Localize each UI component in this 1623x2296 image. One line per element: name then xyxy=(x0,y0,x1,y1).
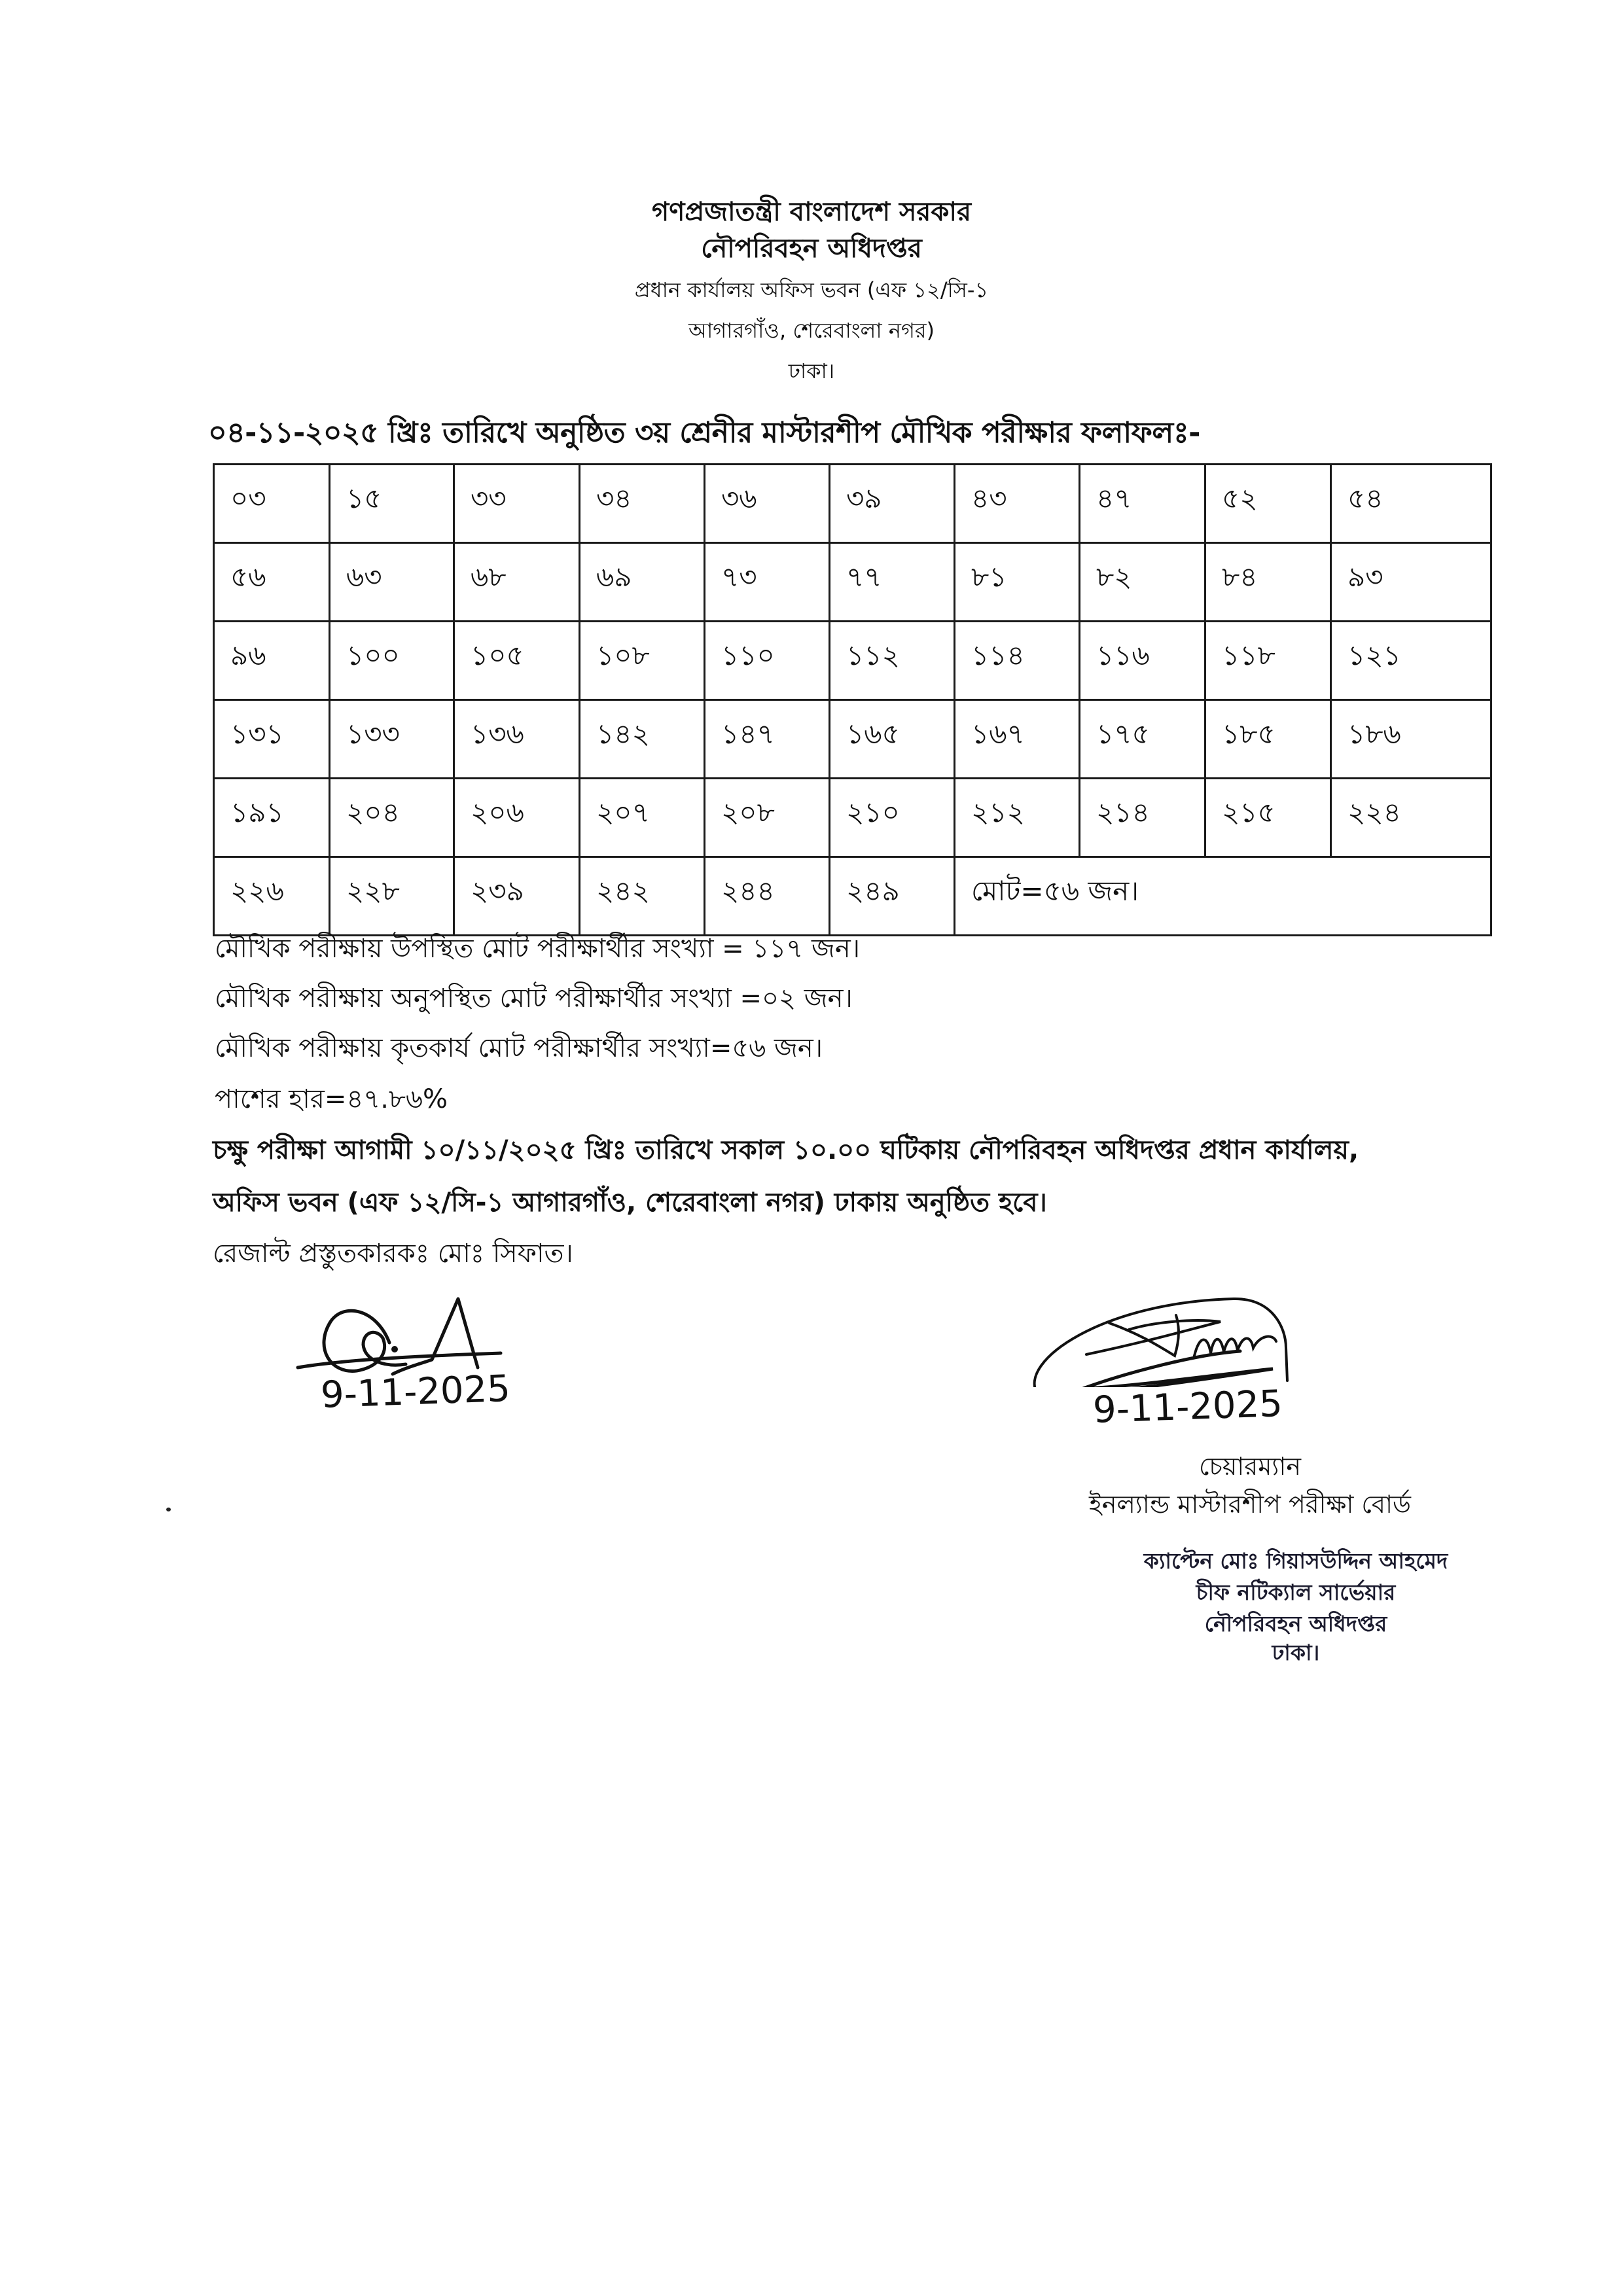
result-subject-heading: ০৪-১১-২০২৫ খ্রিঃ তারিখে অনুষ্ঠিত ৩য় শ্রেনীর মাস্টারশীপ মৌখিক পরীক্ষার ফলাফলঃ- xyxy=(208,416,1200,450)
roll-number-cell: ৩৪ xyxy=(580,465,705,543)
roll-number-cell: ৩৯ xyxy=(830,465,955,543)
stamp-city: ঢাকা। xyxy=(1272,1640,1320,1665)
eye-test-notice-line2: অফিস ভবন (এফ ১২/সি-১ আগারগাঁও, শেরেবাংলা নগর) ঢাকায় অনুষ্ঠিত হবে। xyxy=(213,1188,1047,1218)
header-department: নৌপরিবহন অধিদপ্তর xyxy=(701,234,922,264)
roll-number-cell: ৮৪ xyxy=(1205,543,1331,622)
roll-number-cell: ১১৮ xyxy=(1205,622,1331,700)
roll-number-cell: ১৭৫ xyxy=(1080,700,1205,779)
left-signature-date: 9-11-2025 xyxy=(319,1367,511,1417)
table-row xyxy=(214,622,1491,700)
roll-number-cell: ২২৮ xyxy=(330,857,454,936)
header-city: ঢাকা। xyxy=(788,359,835,383)
roll-number-cell: ১০৮ xyxy=(580,622,705,700)
roll-number-cell: ২০৬ xyxy=(454,779,580,857)
roll-number-cell: ১১২ xyxy=(830,622,955,700)
roll-number-cell: ১৩৬ xyxy=(454,700,580,779)
right-signature xyxy=(1024,1282,1299,1387)
roll-number-cell: ২০৪ xyxy=(330,779,454,857)
roll-number-cell: ২০৭ xyxy=(580,779,705,857)
roll-number-cell: ২১০ xyxy=(830,779,955,857)
roll-number-cell: ১৪৭ xyxy=(705,700,830,779)
roll-number-cell: ৭৭ xyxy=(830,543,955,622)
stamp-office: নৌপরিবহন অধিদপ্তর xyxy=(1204,1611,1387,1636)
roll-number-cell: ৪৩ xyxy=(955,465,1080,543)
right-signature-date: 9-11-2025 xyxy=(1092,1382,1283,1432)
prepared-by: রেজাল্ট প্রস্তুতকারকঃ মোঃ সিফাত। xyxy=(213,1239,573,1269)
roll-number-cell: ৮২ xyxy=(1080,543,1205,622)
roll-number-cell: ৮১ xyxy=(955,543,1080,622)
roll-number-cell: ১২১ xyxy=(1331,622,1491,700)
summary-absent-count: মৌখিক পরীক্ষায় অনুপস্থিত মোট পরীক্ষার্থীর সংখ্যা =০২ জন। xyxy=(215,983,853,1014)
roll-number-cell: ১৪২ xyxy=(580,700,705,779)
roll-number-cell: ৫৪ xyxy=(1331,465,1491,543)
roll-number-cell: ৬৯ xyxy=(580,543,705,622)
roll-number-cell: ১৫ xyxy=(330,465,454,543)
designation-board: ইনল্যান্ড মাস্টারশীপ পরীক্ষা বোর্ড xyxy=(1089,1490,1411,1519)
roll-number-cell: ১০০ xyxy=(330,622,454,700)
roll-number-cell: ১০৫ xyxy=(454,622,580,700)
roll-number-cell: ২১৫ xyxy=(1205,779,1331,857)
roll-number-cell: ২৪৯ xyxy=(830,857,955,936)
roll-number-cell: ৪৭ xyxy=(1080,465,1205,543)
roll-number-cell: ৬৮ xyxy=(454,543,580,622)
roll-number-cell: ১১৬ xyxy=(1080,622,1205,700)
header-address: আগারগাঁও, শেরেবাংলা নগর) xyxy=(688,318,935,343)
roll-number-cell: ৯৩ xyxy=(1331,543,1491,622)
table-row xyxy=(214,700,1491,779)
roll-number-cell: ১১৪ xyxy=(955,622,1080,700)
stamp-officer-post: চীফ নটিক্যাল সার্ভেয়ার xyxy=(1196,1580,1396,1605)
roll-number-cell: ৬৩ xyxy=(330,543,454,622)
roll-number-cell: ২২৬ xyxy=(214,857,330,936)
roll-number-cell: ৯৬ xyxy=(214,622,330,700)
table-row xyxy=(214,465,1491,543)
roll-number-cell: ৭৩ xyxy=(705,543,830,622)
roll-number-cell: ১৩৩ xyxy=(330,700,454,779)
roll-number-cell: ১৬৫ xyxy=(830,700,955,779)
roll-number-cell: ১১০ xyxy=(705,622,830,700)
scan-speck xyxy=(166,1508,171,1511)
stamp-officer-name: ক্যাপ্টেন মোঃ গিয়াসউদ্দিন আহমেদ xyxy=(1143,1548,1448,1574)
roll-number-cell: ১৩১ xyxy=(214,700,330,779)
table-row xyxy=(214,857,1491,936)
results-table xyxy=(213,463,1492,936)
roll-number-cell: ২৪২ xyxy=(580,857,705,936)
summary-present-count: মৌখিক পরীক্ষায় উপস্থিত মোট পরীক্ষার্থীর সংখ্যা = ১১৭ জন। xyxy=(215,934,861,964)
eye-test-notice-line1: চক্ষু পরীক্ষা আগামী ১০/১১/২০২৫ খ্রিঃ তারিখে সকাল ১০.০০ ঘটিকায় নৌপরিবহন অধিদপ্তর প্রধান কার্যালয়, xyxy=(213,1135,1359,1165)
roll-number-cell: ৩৩ xyxy=(454,465,580,543)
header-office: প্রধান কার্যালয় অফিস ভবন (এফ ১২/সি-১ xyxy=(634,277,989,302)
roll-number-cell: ২০৮ xyxy=(705,779,830,857)
summary-pass-rate: পাশের হার=৪৭.৮৬% xyxy=(215,1084,448,1114)
roll-number-cell: ৩৬ xyxy=(705,465,830,543)
designation-title: চেয়ারম্যান xyxy=(1198,1452,1302,1481)
roll-number-cell: ১৬৭ xyxy=(955,700,1080,779)
roll-number-cell: ১৮৫ xyxy=(1205,700,1331,779)
roll-number-cell: ১৮৬ xyxy=(1331,700,1491,779)
right-signature-drawing xyxy=(1024,1282,1299,1387)
summary-passed-count: মৌখিক পরীক্ষায় কৃতকার্য মোট পরীক্ষার্থীর সংখ্যা=৫৬ জন। xyxy=(215,1033,823,1063)
roll-number-cell: ২১২ xyxy=(955,779,1080,857)
roll-number-cell: ২৪৪ xyxy=(705,857,830,936)
roll-number-cell: ২১৪ xyxy=(1080,779,1205,857)
roll-number-cell: ১৯১ xyxy=(214,779,330,857)
table-row xyxy=(214,543,1491,622)
total-passed-cell: মোট=৫৬ জন। xyxy=(955,857,1491,936)
roll-number-cell: ২৩৯ xyxy=(454,857,580,936)
header-government: গণপ্রজাতন্ত্রী বাংলাদেশ সরকার xyxy=(652,197,971,227)
roll-number-cell: ৫২ xyxy=(1205,465,1331,543)
roll-number-cell: ২২৪ xyxy=(1331,779,1491,857)
table-row xyxy=(214,779,1491,857)
roll-number-cell: ০৩ xyxy=(214,465,330,543)
roll-number-cell: ৫৬ xyxy=(214,543,330,622)
